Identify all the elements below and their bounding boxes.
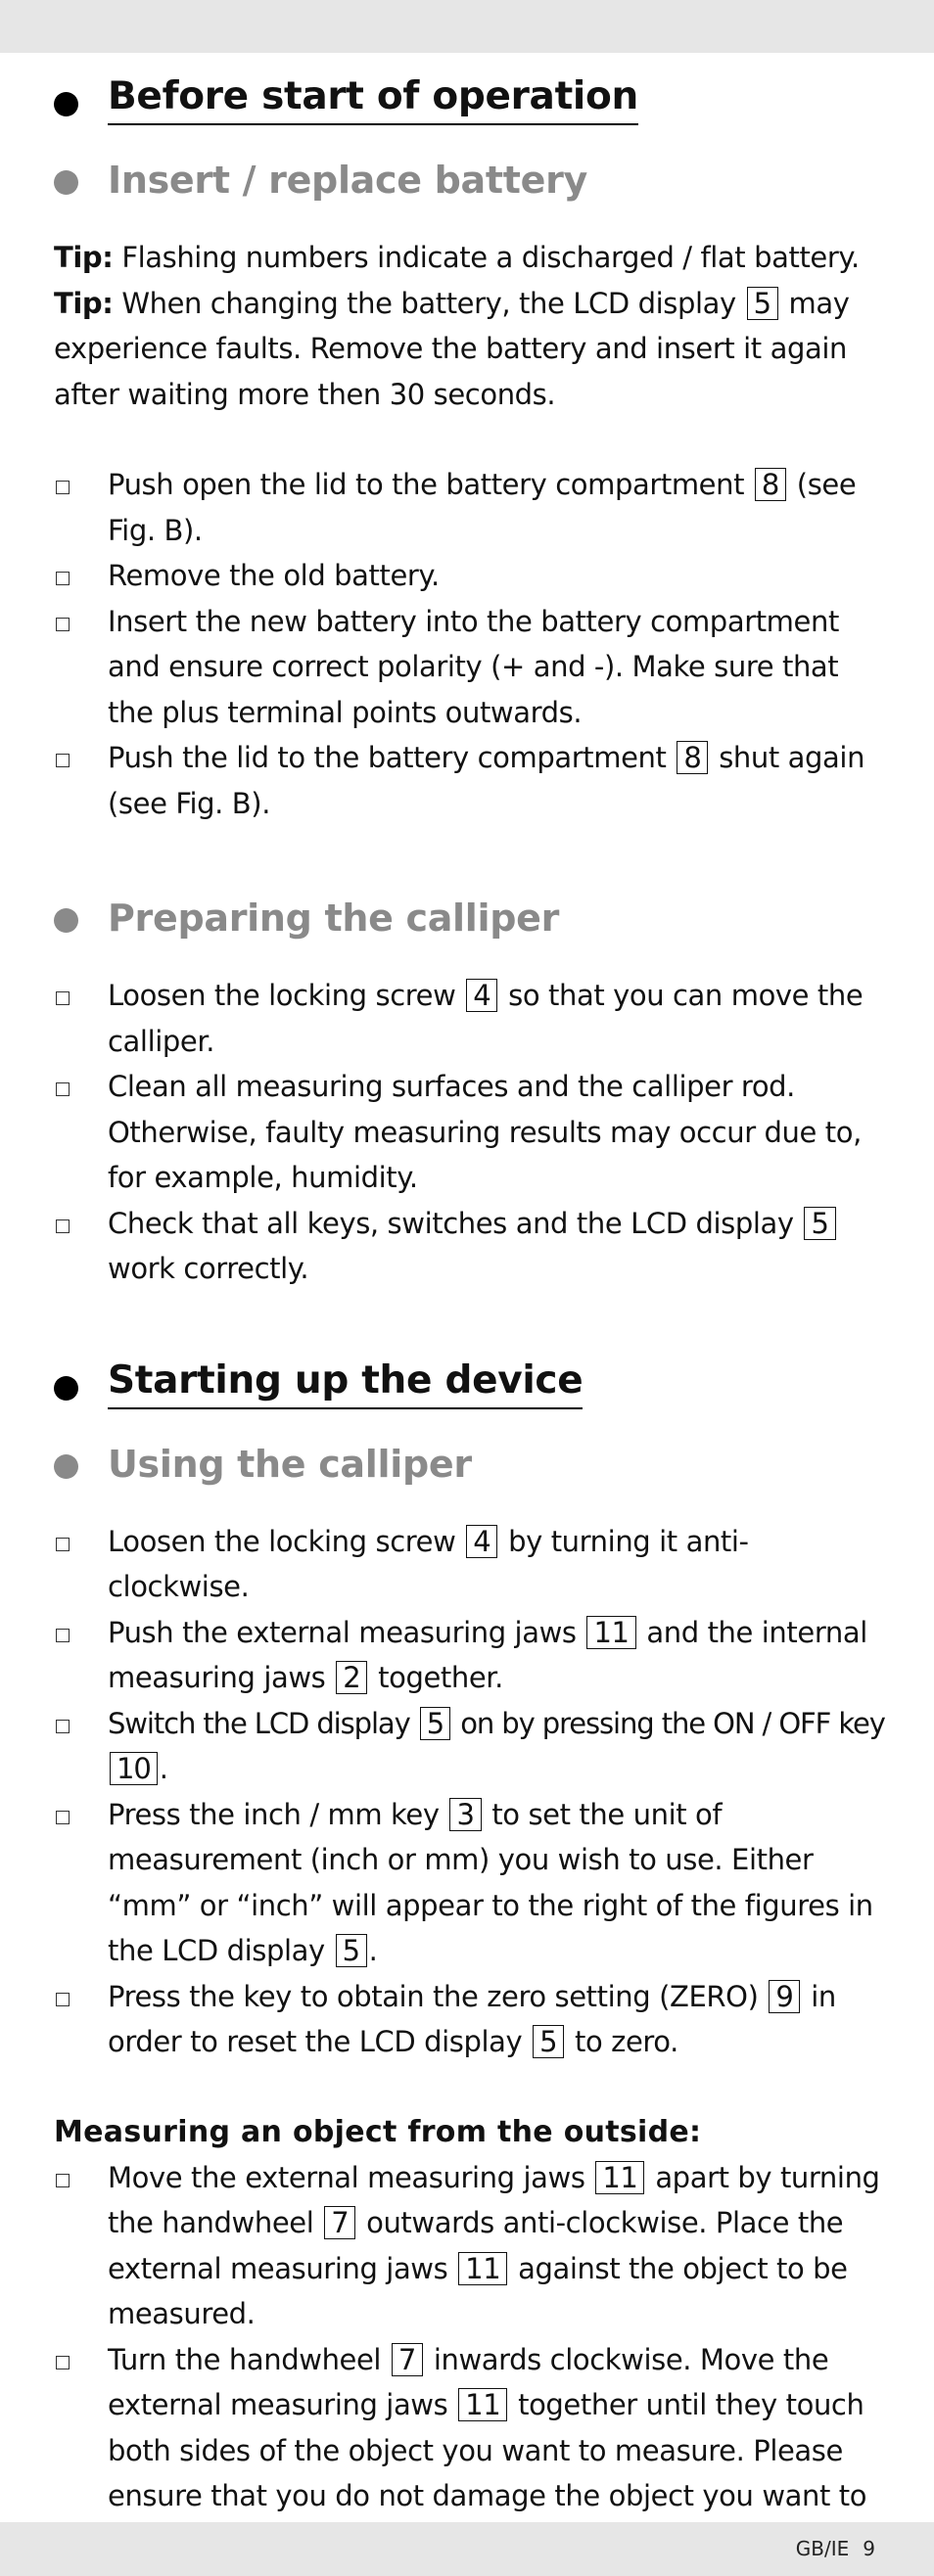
step-text: work correctly. [108, 1252, 309, 1285]
list-item [54, 1701, 886, 1792]
spacer [54, 2065, 886, 2110]
part-ref: 7 [324, 2206, 355, 2239]
outside-steps-list [54, 2155, 886, 2565]
step-text: by turning it anti-clockwise. [108, 1524, 749, 1603]
step-text: Remove the old battery. [108, 559, 440, 592]
list-item [54, 735, 886, 826]
battery-steps-list [54, 462, 886, 826]
outside-measuring-heading: Measuring an object from the outside: [54, 2114, 702, 2149]
checkbox-square-icon [56, 481, 70, 494]
part-ref: 7 [392, 2343, 423, 2376]
checkbox-square-icon [56, 1082, 70, 1096]
checkbox-square-icon [56, 1720, 70, 1733]
checkbox-square-icon [56, 618, 70, 631]
step-text: (see Fig. B). [108, 468, 857, 547]
part-ref: 4 [466, 979, 497, 1012]
list-item [54, 1974, 886, 2065]
top-margin-bar [0, 0, 934, 53]
part-ref: 2 [336, 1661, 367, 1694]
step-text: to set the unit of measurement (inch or mm) you wish to use. Either “mm” or “inch” will appear to the right of the figures in the LCD display [108, 1797, 873, 1967]
subheading-title: Preparing the calliper [108, 897, 560, 940]
bullet-dot-icon [54, 1454, 78, 1479]
step-text: Clean all measuring surfaces and the calliper rod. Otherwise, faulty measuring results may occur due to, for example, humidity. [108, 1070, 862, 1194]
step-text: Push the lid to the battery compartment [108, 741, 667, 774]
list-item [54, 1519, 886, 1610]
list-item [54, 1064, 886, 1201]
step-text: on by pressing the ON / OFF key [460, 1706, 885, 1740]
list-item [54, 462, 886, 553]
tip-label: Tip: [54, 286, 114, 320]
list-item [54, 1610, 886, 1701]
step-text: and the internal measuring jaws [108, 1615, 867, 1694]
page-footer [796, 2522, 875, 2576]
part-ref: 8 [677, 741, 708, 774]
checkbox-square-icon [56, 754, 70, 767]
step-text: together. [378, 1661, 503, 1694]
checkbox-square-icon [56, 1629, 70, 1642]
part-ref: 11 [586, 1616, 635, 1649]
part-ref: 11 [595, 2161, 644, 2194]
section-title: Before start of operation [108, 72, 638, 125]
step-text: together until they touch both sides of the object you want to measure. Please ensure that you do not damage the object you want to [108, 2388, 867, 2512]
bullet-dot-icon [54, 92, 78, 116]
part-ref: 5 [747, 287, 778, 320]
part-ref: 3 [449, 1798, 481, 1831]
checkbox-square-icon [56, 1993, 70, 2006]
list-item [54, 973, 886, 1064]
step-text: Loosen the locking screw [108, 1524, 456, 1558]
part-ref: 5 [533, 2025, 564, 2058]
footer-region: GB/IE [795, 2537, 850, 2560]
subheading-title: Insert / replace battery [108, 159, 587, 202]
bullet-dot-icon [54, 1376, 78, 1401]
step-text: Press the key to obtain the zero setting (ZERO) [108, 1979, 759, 2013]
step-text: Switch the LCD display [108, 1706, 410, 1740]
checkbox-square-icon [56, 1219, 70, 1233]
bullet-dot-icon [54, 170, 78, 195]
checkbox-square-icon [56, 991, 70, 1005]
checkbox-square-icon [56, 572, 70, 585]
tip-text: may experience faults. Remove the battery and insert it again after waiting more then 30 seconds. [54, 286, 850, 411]
list-item [54, 2155, 886, 2337]
page-content [54, 72, 886, 2564]
step-text: Push open the lid to the battery compartment [108, 468, 745, 501]
checkbox-square-icon [56, 1538, 70, 1551]
subheading-title: Using the calliper [108, 1442, 472, 1486]
step-text: inwards clockwise. Move the external measuring jaws [108, 2342, 829, 2421]
step-text: against the object to be measured. [108, 2251, 848, 2330]
list-item [54, 599, 886, 736]
section-heading-starting-up [54, 1357, 886, 1411]
checkbox-square-icon [56, 2356, 70, 2369]
tip-text: Flashing numbers indicate a discharged / flat battery. [121, 241, 860, 274]
using-steps-list [54, 1519, 886, 2065]
spacer [54, 826, 886, 891]
step-text: Check that all keys, switches and the LCD display [108, 1206, 794, 1240]
step-text: . [159, 1752, 167, 1785]
page-number: 9 [863, 2537, 875, 2560]
step-text: apart by turning the handwheel [108, 2160, 880, 2239]
step-text: shut again (see Fig. B). [108, 741, 865, 820]
step-text: outwards anti-clockwise. Place the external measuring jaws [108, 2206, 844, 2285]
section-title: Starting up the device [108, 1357, 583, 1409]
part-ref: 9 [769, 1980, 800, 2013]
part-ref: 5 [420, 1707, 450, 1740]
preparing-steps-list [54, 973, 886, 1292]
part-ref: 4 [466, 1525, 497, 1558]
spacer [54, 1292, 886, 1357]
step-text: Push the external measuring jaws [108, 1615, 577, 1649]
step-text: to zero. [575, 2025, 678, 2058]
subheading-preparing [54, 891, 886, 945]
part-ref: 5 [336, 1934, 367, 1967]
section-heading-before-operation [54, 72, 886, 127]
step-text: in order to reset the LCD display [108, 1979, 836, 2058]
tip-paragraph-1 [54, 235, 886, 281]
step-text: Turn the handwheel [108, 2342, 382, 2376]
bottom-margin-bar [0, 2522, 934, 2576]
checkbox-square-icon [56, 1811, 70, 1824]
step-text: Move the external measuring jaws [108, 2160, 585, 2194]
part-ref: 11 [458, 2252, 507, 2285]
bullet-dot-icon [54, 908, 78, 933]
list-item [54, 553, 886, 599]
step-text: Insert the new battery into the battery compartment and ensure correct polarity (+ and -). Make sure that the plus terminal points outwards. [108, 604, 839, 729]
list-item [54, 1792, 886, 1974]
step-text: Loosen the locking screw [108, 979, 456, 1012]
checkbox-square-icon [56, 2174, 70, 2187]
part-ref: 10 [110, 1752, 158, 1785]
step-text: so that you can move the calliper. [108, 979, 864, 1058]
tip-text: When changing the battery, the LCD display [121, 286, 736, 320]
subheading-battery [54, 153, 886, 207]
tip-paragraph-2 [54, 281, 886, 418]
list-item [54, 1201, 886, 1292]
part-ref: 8 [755, 468, 786, 501]
step-text: . [368, 1934, 378, 1967]
part-ref: 11 [458, 2388, 507, 2421]
part-ref: 5 [804, 1207, 835, 1240]
step-text: Press the inch / mm key [108, 1797, 440, 1831]
tip-label: Tip: [54, 241, 114, 274]
spacer [54, 417, 886, 462]
subheading-using [54, 1437, 886, 1492]
